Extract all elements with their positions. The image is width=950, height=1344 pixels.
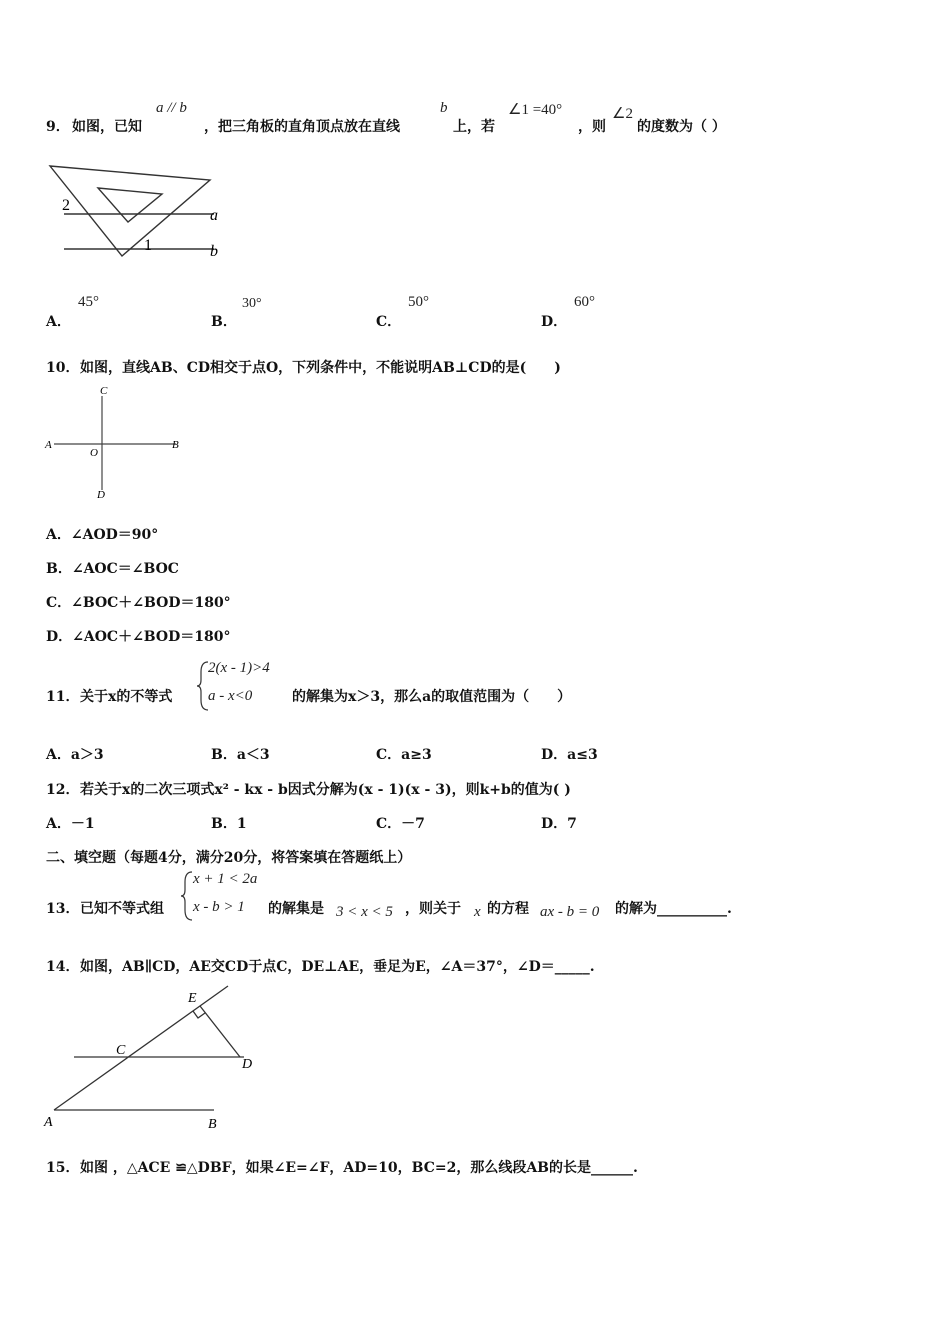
q13-text-3: ，则关于 — [405, 901, 461, 917]
q9-option-c-value: 50° — [408, 294, 429, 310]
q11-option-a: A．a＞3 — [46, 747, 104, 763]
q9-label-2: 2 — [62, 197, 70, 214]
q13-math-solution: 3 < x < 5 — [336, 904, 393, 920]
q14-label-c: C — [116, 1043, 126, 1058]
q13-text-1: 已知不等式组 — [80, 901, 164, 917]
q14-text: 如图，AB∥CD，AE交CD于点C，DE⊥AE，垂足为E，∠A＝37°，∠D＝_____. — [80, 959, 595, 975]
q10-label-c: C — [100, 385, 108, 397]
q9-option-c-letter: C． — [376, 314, 402, 330]
q14-label-a: A — [44, 1115, 53, 1130]
q9-text-2: ，把三角板的直角顶点放在直线 — [204, 119, 400, 135]
q9-option-b-letter: B． — [211, 314, 237, 330]
q9-math-angle1: ∠1 =40° — [508, 102, 563, 118]
q12-option-c: C．－7 — [376, 816, 425, 832]
q10-option-c: C．∠BOC＋∠BOD＝180° — [46, 595, 231, 611]
q9-math-angle2: ∠2 — [612, 106, 633, 122]
q14-figure — [40, 980, 270, 1132]
q10-label-a: A — [45, 439, 52, 451]
q10-option-b: B．∠AOC＝∠BOC — [46, 561, 179, 577]
q9-label-b: b — [210, 243, 218, 260]
q13-brace — [180, 870, 194, 922]
q14-label-d: D — [242, 1057, 253, 1072]
q10-number: 10． — [46, 360, 80, 376]
q11-system-line-2: a - x<0 — [208, 688, 253, 704]
q9-text-3: 上，若 — [453, 119, 495, 135]
q10-text: 如图，直线AB、CD相交于点O，下列条件中，不能说明AB⊥CD的是( ) — [80, 360, 561, 376]
q9-option-a-letter: A． — [46, 314, 71, 330]
q10-label-o: O — [90, 447, 98, 459]
q10-figure — [44, 384, 194, 504]
q13-math-x: x — [474, 904, 481, 920]
q13-number: 13． — [46, 901, 80, 917]
q14-label-e: E — [188, 991, 197, 1006]
q9-figure — [44, 158, 234, 268]
q9-text-1: 如图，已知 — [72, 119, 142, 135]
q11-option-c: C．a≥3 — [376, 747, 432, 763]
q9-math-b: b — [440, 100, 448, 116]
q9-text-4: ，则 — [578, 119, 606, 135]
q10-option-d: D．∠AOC＋∠BOD＝180° — [46, 629, 231, 645]
q12-text: 若关于x的二次三项式x² - kx - b因式分解为(x - 1)(x - 3)，则k+b的值为( ) — [80, 782, 571, 798]
q13-text-2: 的解集是 — [268, 901, 324, 917]
q13-math-equation: ax - b = 0 — [540, 904, 600, 920]
q15-number: 15． — [46, 1160, 80, 1176]
q9-text-5: 的度数为（ ） — [637, 119, 726, 135]
q11-text-2: 的解集为x＞3，那么a的取值范围为（ ） — [292, 689, 572, 705]
q13-system-line-1: x + 1 < 2a — [193, 871, 258, 887]
q13-text-5: 的解为__________. — [615, 901, 732, 917]
q12-number: 12． — [46, 782, 80, 798]
q12-option-b: B．1 — [211, 816, 247, 832]
q9-option-d-value: 60° — [574, 294, 595, 310]
q10-option-a: A．∠AOD＝90° — [46, 527, 159, 543]
q9-math-ab: a // b — [156, 100, 187, 116]
q9-option-a-value: 45° — [78, 294, 99, 310]
q9-label-a: a — [210, 207, 218, 224]
q11-text-1: 关于x的不等式 — [80, 689, 173, 705]
q9-number: 9． — [46, 119, 70, 135]
section-2-title: 二、填空题（每题4分，满分20分，将答案填在答题纸上） — [46, 850, 412, 866]
q12-option-a: A．－1 — [46, 816, 95, 832]
q11-number: 11． — [46, 689, 80, 705]
q10-label-b: B — [172, 439, 179, 451]
q11-option-b: B．a＜3 — [211, 747, 270, 763]
q14-label-b: B — [208, 1117, 217, 1132]
q11-option-d: D．a≤3 — [541, 747, 598, 763]
q9-option-d-letter: D． — [541, 314, 568, 330]
q9-option-b-value: 30° — [242, 296, 262, 311]
q9-label-1: 1 — [144, 237, 152, 254]
q14-number: 14． — [46, 959, 80, 975]
q15-text: 如图 ，△ACE ≌△DBF，如果∠E=∠F，AD=10，BC=2，那么线段AB的长是______. — [80, 1160, 638, 1176]
q13-system-line-2: x - b > 1 — [193, 899, 245, 915]
q12-option-d: D．7 — [541, 816, 577, 832]
q11-system-line-1: 2(x - 1)>4 — [208, 660, 270, 676]
q10-label-d: D — [97, 489, 105, 501]
q13-text-4: 的方程 — [487, 901, 529, 917]
